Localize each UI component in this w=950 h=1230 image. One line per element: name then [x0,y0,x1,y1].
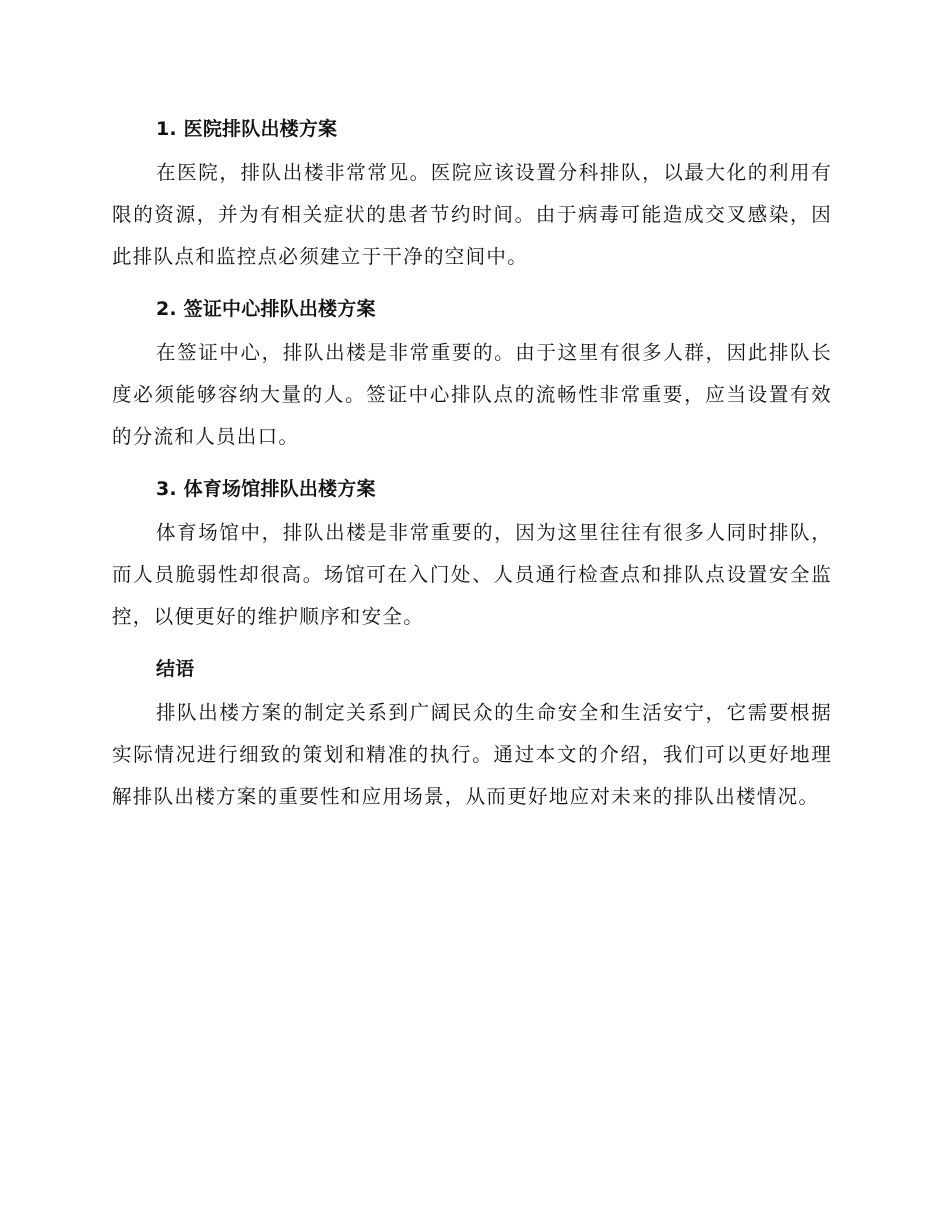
section-body-hospital: 在医院，排队出楼非常常见。医院应该设置分科排队，以最大化的利用有限的资源，并为有相关症状的患者节约时间。由于病毒可能造成交叉感染，因此排队点和监控点必须建立于干净的空间中。 [112,161,832,268]
section-heading-stadium: 3. 体育场馆排队出楼方案 [156,478,376,500]
section-heading-hospital: 1. 医院排队出楼方案 [156,118,338,140]
section-heading-visa-center: 2. 签证中心排队出楼方案 [156,298,376,320]
document-content [112,110,832,830]
section-body-conclusion: 排队出楼方案的制定关系到广阔民众的生命安全和生活安宁，它需要根据实际情况进行细致的策划和精准的执行。通过本文的介绍，我们可以更好地理解排队出楼方案的重要性和应用场景，从而更好地应对未来的排队出楼情况。 [112,701,832,808]
section-body-stadium: 体育场馆中，排队出楼是非常重要的，因为这里往往有很多人同时排队，而人员脆弱性却很高。场馆可在入门处、人员通行检查点和排队点设置安全监控，以便更好的维护顺序和安全。 [112,521,832,628]
section-body-visa-center: 在签证中心，排队出楼是非常重要的。由于这里有很多人群，因此排队长度必须能够容纳大量的人。签证中心排队点的流畅性非常重要，应当设置有效的分流和人员出口。 [112,341,832,448]
section-heading-conclusion: 结语 [156,658,195,680]
